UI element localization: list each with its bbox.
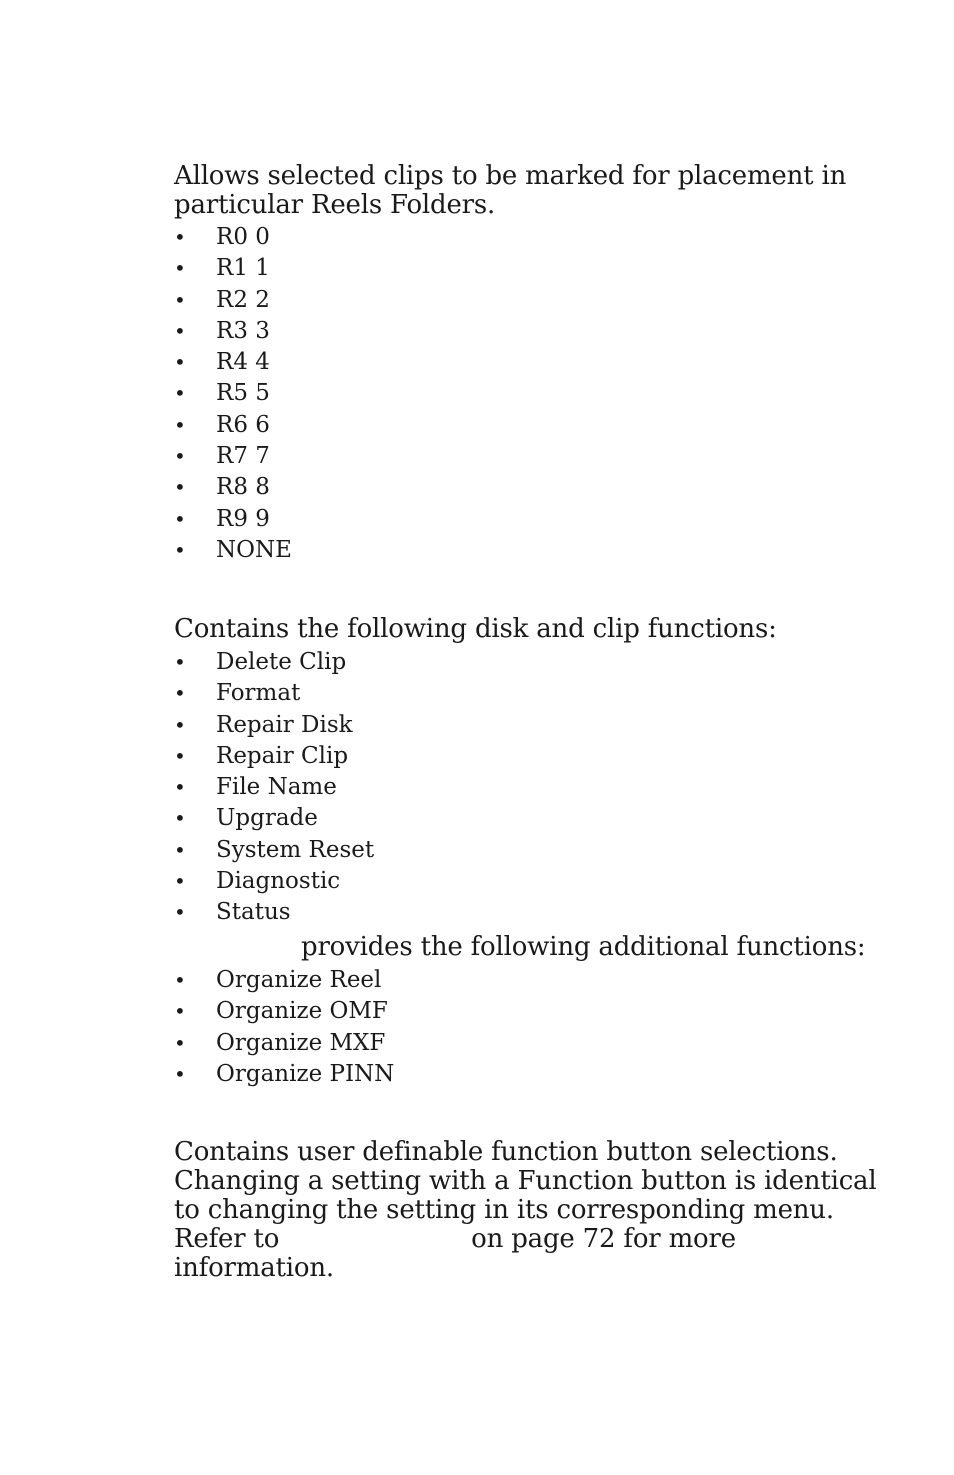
refer-suffix: on page 72 for more <box>471 1224 736 1254</box>
bullet-icon: • <box>174 318 186 343</box>
reel-item-label: R5 5 <box>216 380 270 407</box>
bullet-icon: • <box>174 650 186 674</box>
bullet-icon: • <box>174 806 186 831</box>
bullet-icon: • <box>174 475 186 500</box>
bullet-icon: • <box>174 350 186 375</box>
reels-description <box>174 162 846 220</box>
bullet-icon: • <box>174 506 186 531</box>
bullet-icon: • <box>174 225 186 249</box>
bullet-icon: • <box>174 287 186 312</box>
additional-function-item-label: Organize PINN <box>216 1060 395 1087</box>
function-buttons-line: information. <box>174 1253 334 1283</box>
bullet-icon: • <box>174 837 186 862</box>
function-buttons-line: to changing the setting in its corresponding menu. <box>174 1195 834 1225</box>
function-buttons-description <box>174 1138 876 1283</box>
bullet-icon: • <box>174 1061 186 1086</box>
refer-prefix: Refer to <box>174 1224 280 1254</box>
additional-function-item-label: Organize Reel <box>216 967 382 993</box>
reel-item-label: R8 8 <box>216 474 270 501</box>
reels-description-line: particular Reels Folders. <box>174 190 496 220</box>
bullet-icon: • <box>174 900 186 925</box>
reel-item-label: R4 4 <box>216 349 270 376</box>
reel-item-label: R2 2 <box>216 286 270 313</box>
bullet-icon: • <box>174 256 186 281</box>
function-item-label: Repair Clip <box>216 742 349 769</box>
function-item-label: Repair Disk <box>216 711 353 738</box>
bullet-icon: • <box>174 444 186 469</box>
function-item-label: File Name <box>216 774 337 801</box>
bullet-icon: • <box>174 999 186 1024</box>
function-item-label: System Reset <box>216 836 375 863</box>
bullet-icon: • <box>174 1030 186 1055</box>
additional-functions-description <box>301 933 865 962</box>
function-item-label: Status <box>216 899 291 926</box>
bullet-icon: • <box>174 381 186 406</box>
function-buttons-line: Contains user definable function button selections. <box>174 1137 838 1167</box>
bullet-icon: • <box>174 681 186 706</box>
reel-item-label: R7 7 <box>216 443 270 470</box>
additional-function-item-label: Organize OMF <box>216 998 388 1025</box>
bullet-icon: • <box>174 775 186 800</box>
function-buttons-line: Changing a setting with a Function button is identical <box>174 1166 877 1196</box>
bullet-icon: • <box>174 743 186 768</box>
function-item-label: Diagnostic <box>216 868 341 895</box>
bullet-icon: • <box>174 968 186 992</box>
reel-item-label: R0 0 <box>216 224 270 250</box>
function-item-label: Format <box>216 680 301 707</box>
additional-function-item-label: Organize MXF <box>216 1029 386 1056</box>
bullet-icon: • <box>174 412 186 437</box>
reels-description-line: Allows selected clips to be marked for placement in <box>174 161 847 191</box>
bullet-icon: • <box>174 712 186 737</box>
reel-item-label: R3 3 <box>216 317 270 344</box>
reel-item-label: R9 9 <box>216 505 270 532</box>
function-item-label: Upgrade <box>216 805 318 832</box>
function-item-label: Delete Clip <box>216 649 347 675</box>
bullet-icon: • <box>174 537 186 562</box>
reel-item-label: R1 1 <box>216 255 270 282</box>
additional-functions-line: provides the following additional functions: <box>301 932 866 962</box>
functions-description-line: Contains the following disk and clip functions: <box>174 614 777 644</box>
reel-item-label: NONE <box>216 536 292 563</box>
bullet-icon: • <box>174 869 186 894</box>
functions-description <box>174 615 777 644</box>
refer-line <box>174 1225 876 1254</box>
reel-item-label: R6 6 <box>216 411 270 438</box>
